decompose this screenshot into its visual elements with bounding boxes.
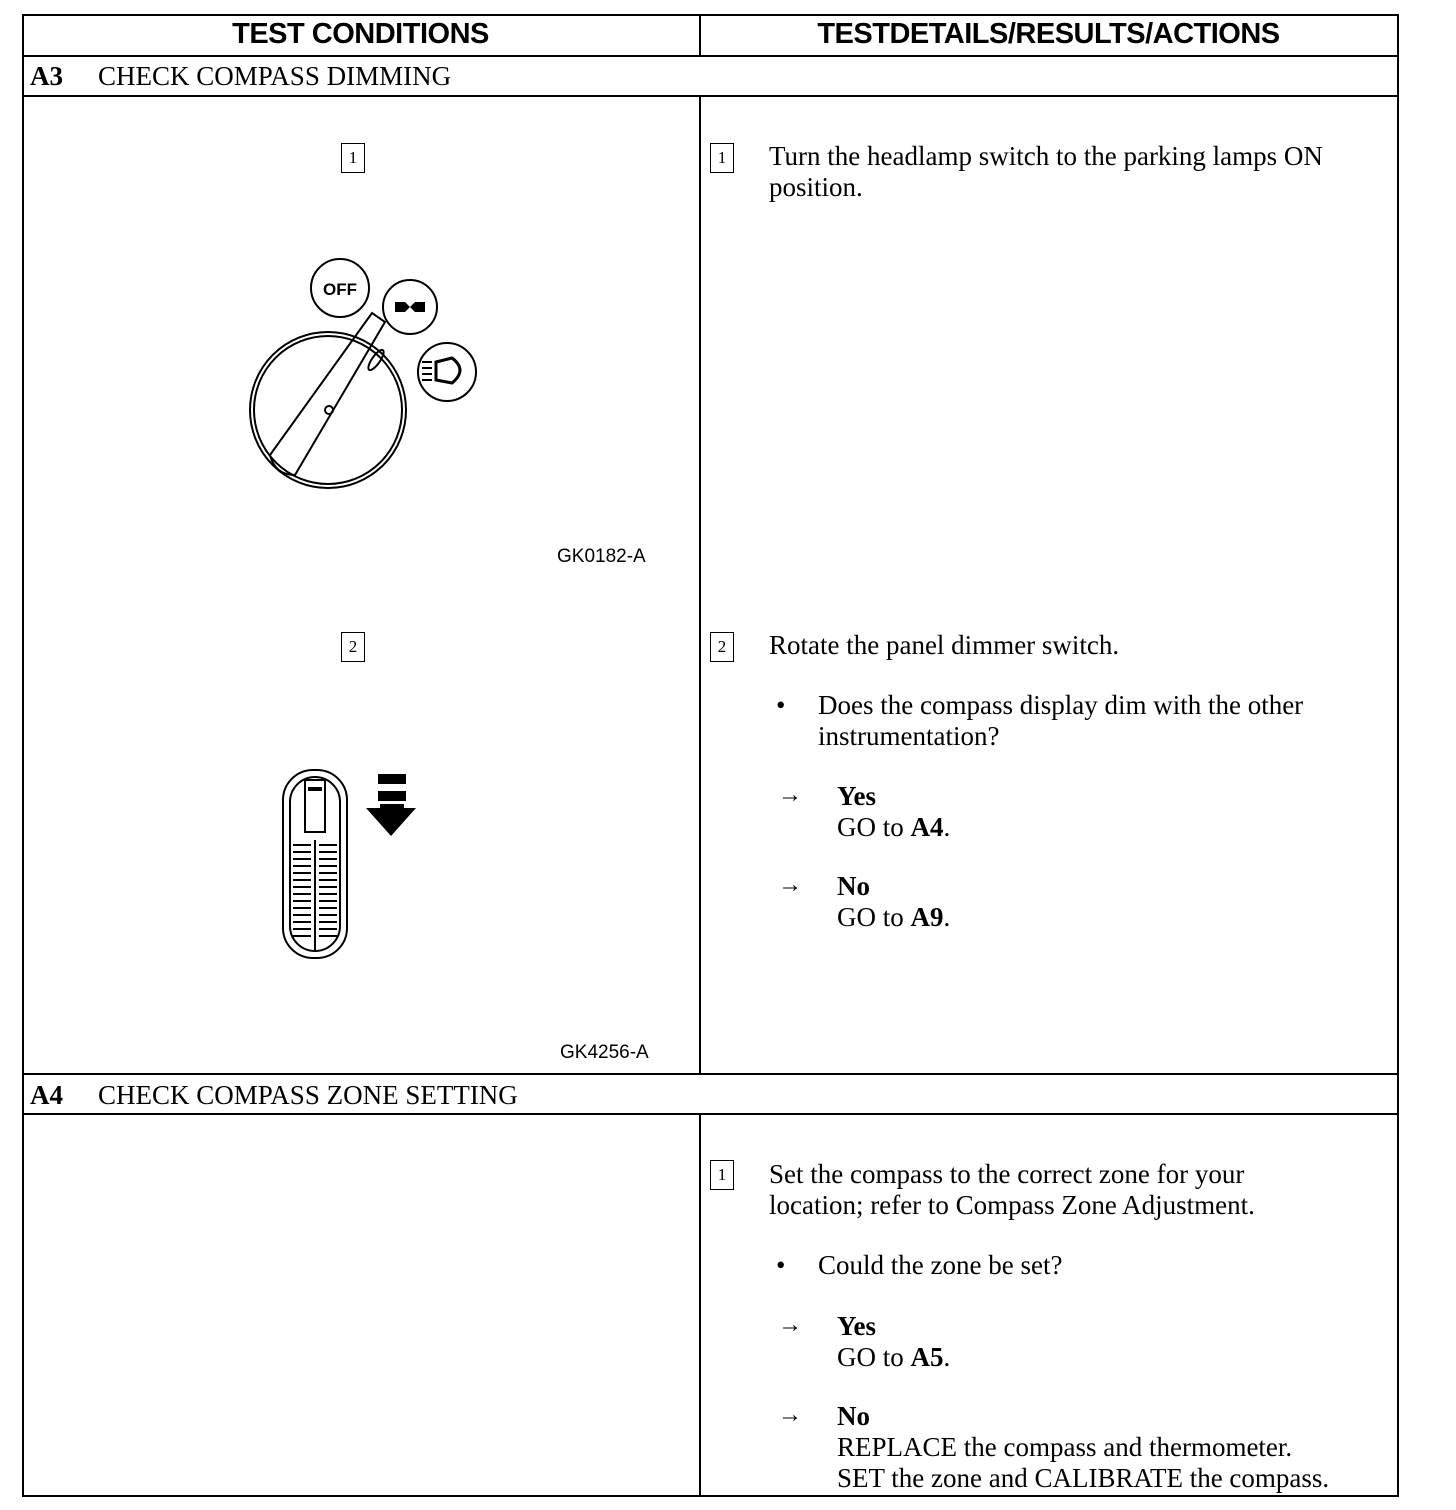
column-divider [699,95,701,1075]
step-number-box: 1 [710,143,734,173]
arrow-icon: → [778,782,802,808]
arrow-icon: → [778,872,802,898]
bullet: • [776,690,786,720]
section-id: A4 [30,1080,63,1110]
header-test-conditions: TEST CONDITIONS [232,18,489,50]
result-yes: Yes GO to A5. [837,1311,951,1372]
step-number-box: 2 [710,632,734,662]
parking-lamp-icon [395,302,425,312]
step-text: Set the compass to the correct zone for your location; refer to Compass Zone Adjustment. [769,1159,1255,1220]
step-text: Turn the headlamp switch to the parking lamps ON position. [769,141,1323,202]
question-text: Could the zone be set? [818,1250,1063,1280]
table-border-bottom [22,1495,1399,1497]
bullet: • [776,1250,786,1280]
figure-label: GK4256-A [560,1042,649,1063]
question-text: Does the compass display dim with the other instrumentation? [818,690,1304,751]
down-arrow-icon [366,774,416,836]
step-number-box: 1 [341,143,365,173]
panel-dimmer-illustration [270,760,430,970]
header-test-details: TESTDETAILS/RESULTS/ACTIONS [817,18,1280,50]
step-number-box: 1 [710,1160,734,1190]
arrow-icon: → [778,1402,802,1428]
arrow-icon: → [778,1312,802,1338]
goto-link[interactable]: A4 [910,812,944,842]
result-no: No GO to A9. [837,871,951,932]
table-border-left [22,14,24,1497]
result-no: No REPLACE the compass and thermometer. SET the zone and CALIBRATE the compass. [837,1401,1330,1493]
section-id: A3 [30,61,63,91]
section-title-a3 [30,56,451,96]
section-title: CHECK COMPASS DIMMING [98,61,452,91]
headlamp-switch-illustration [240,250,490,500]
result-yes: Yes GO to A4. [837,781,951,842]
column-divider [699,1113,701,1497]
table-border-right [1397,14,1399,1497]
step-text: Rotate the panel dimmer switch. [769,630,1120,660]
figure-label: GK0182-A [557,546,646,567]
goto-link[interactable]: A9 [910,902,944,932]
goto-link[interactable]: A5 [910,1342,944,1372]
off-label: OFF [323,280,357,299]
section-title-a4 [30,1075,518,1115]
step-number-box: 2 [341,632,365,662]
section-title: CHECK COMPASS ZONE SETTING [98,1080,518,1110]
